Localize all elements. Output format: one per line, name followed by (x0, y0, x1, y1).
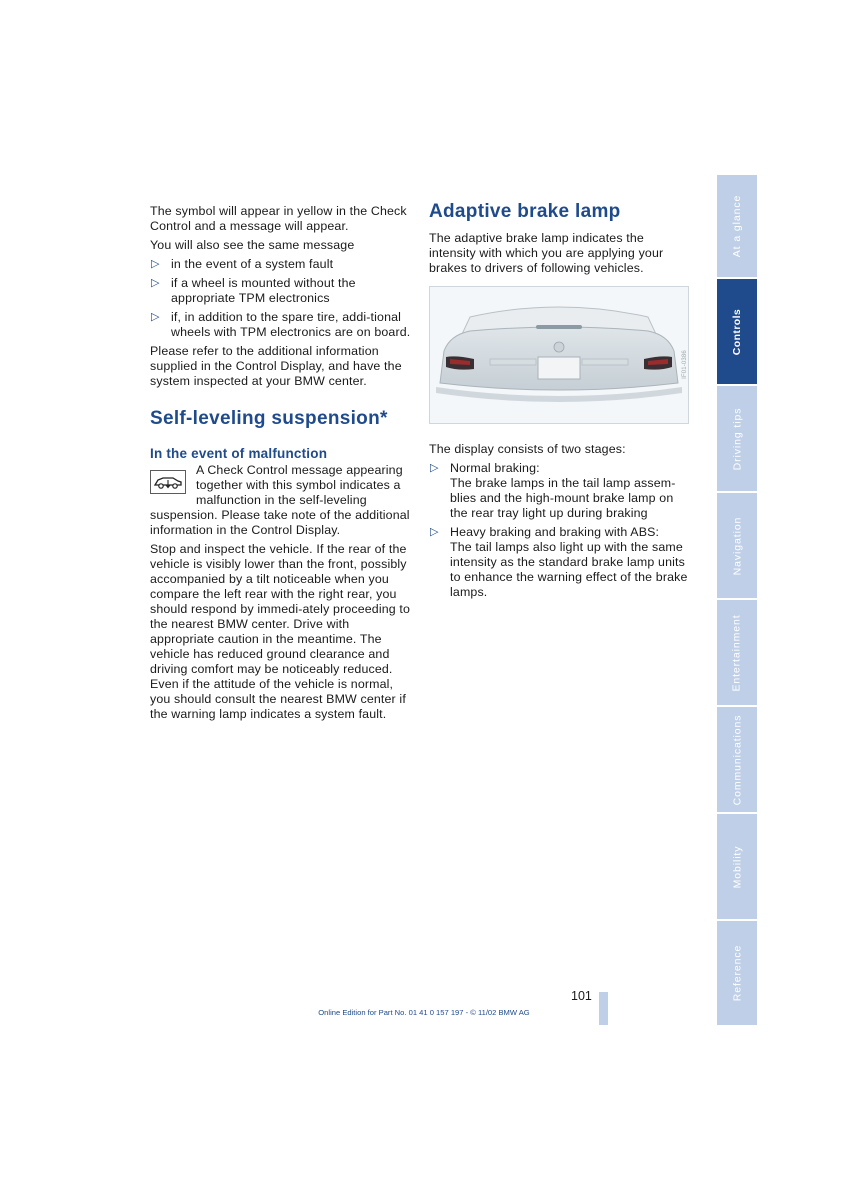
intro-paragraph: You will also see the same message (150, 238, 355, 252)
list-item: ▷ if a wheel is mounted without the appropriate TPM electronics (151, 276, 356, 305)
list-item: ▷ if, in addition to the spare tire, addi-tional wheels with TPM electronics are on board. (151, 310, 411, 339)
stop-inspect-paragraph: Stop and inspect the vehicle. If the rear of the vehicle is visibly lower than the front, possibly accompanied by a tilt noticeable when you compare the left rear with the right rear, you should respond by immedi-ately proceeding to the nearest BMW center. Drive with appropriate caution in the meantime. The vehicle has reduced ground clearance and driving comfort may be noticeably reduced. Even if the attitude of the vehicle is normal, you should consult the nearest BMW center if the warning lamp indicates a system fault. (150, 542, 411, 721)
refer-paragraph: Please refer to the additional information supplied in the Control Display, and have the system inspected at your BMW center. (150, 344, 402, 388)
tab-at-a-glance[interactable]: At a glance (717, 175, 757, 277)
brake-lamp-figure (429, 286, 689, 424)
figure-code: IF01-0386 (682, 350, 689, 379)
list-item: ▷ Heavy braking and braking with ABS: The tail lamps also light up with the same intensity as the standard brake lamp units to enhance the warning effect of the brake lamps. (430, 525, 688, 599)
tab-entertainment[interactable]: Entertainment (717, 600, 757, 705)
footer-edition: Online Edition for Part No. 01 41 0 157 197 - © 11/02 BMW AG (318, 1008, 530, 1017)
message-conditions-list (150, 257, 412, 340)
list-item: ▷ Normal braking: The brake lamps in the tail lamp assem-blies and the high-mount brake lamp on the rear tray light up during braking (430, 461, 676, 520)
tab-communications[interactable]: Communications (717, 707, 757, 812)
list-item: ▷ in the event of a system fault (151, 257, 334, 271)
car-rear-image (430, 287, 688, 423)
section-title-adaptive-brake: Adaptive brake lamp (429, 201, 621, 222)
stages-intro: The display consists of two stages: (429, 442, 626, 456)
page-number: 101 (571, 989, 592, 1003)
car-suspension-warning-icon (150, 469, 186, 495)
triangle-arrow-icon: ▷ (151, 277, 160, 289)
left-column (150, 204, 412, 726)
triangle-arrow-icon: ▷ (430, 462, 439, 474)
adaptive-intro-paragraph: The adaptive brake lamp indicates the intensity with which you are applying your brakes to drivers of following vehicles. (429, 231, 664, 275)
intro-paragraph: The symbol will appear in yellow in the Check Control and a message will appear. (150, 204, 407, 233)
triangle-arrow-icon: ▷ (430, 526, 439, 538)
tab-driving-tips[interactable]: Driving tips (717, 386, 757, 491)
tab-mobility[interactable]: Mobility (717, 814, 757, 919)
tab-navigation[interactable]: Navigation (717, 493, 757, 598)
stages-list (429, 461, 691, 600)
malfunction-paragraph: A Check Control message appearing together with this symbol indicates a malfunction in the self-leveling suspension. Please take note of the additional information in the Control Display. (150, 463, 410, 537)
triangle-arrow-icon: ▷ (151, 258, 160, 270)
tab-reference[interactable]: Reference (717, 921, 757, 1025)
subsection-title-malfunction: In the event of malfunction (150, 446, 328, 461)
right-column (429, 201, 691, 604)
section-title-self-leveling: Self-leveling suspension* (150, 408, 388, 429)
triangle-arrow-icon: ▷ (151, 311, 160, 323)
tab-controls[interactable]: Controls (717, 279, 757, 384)
